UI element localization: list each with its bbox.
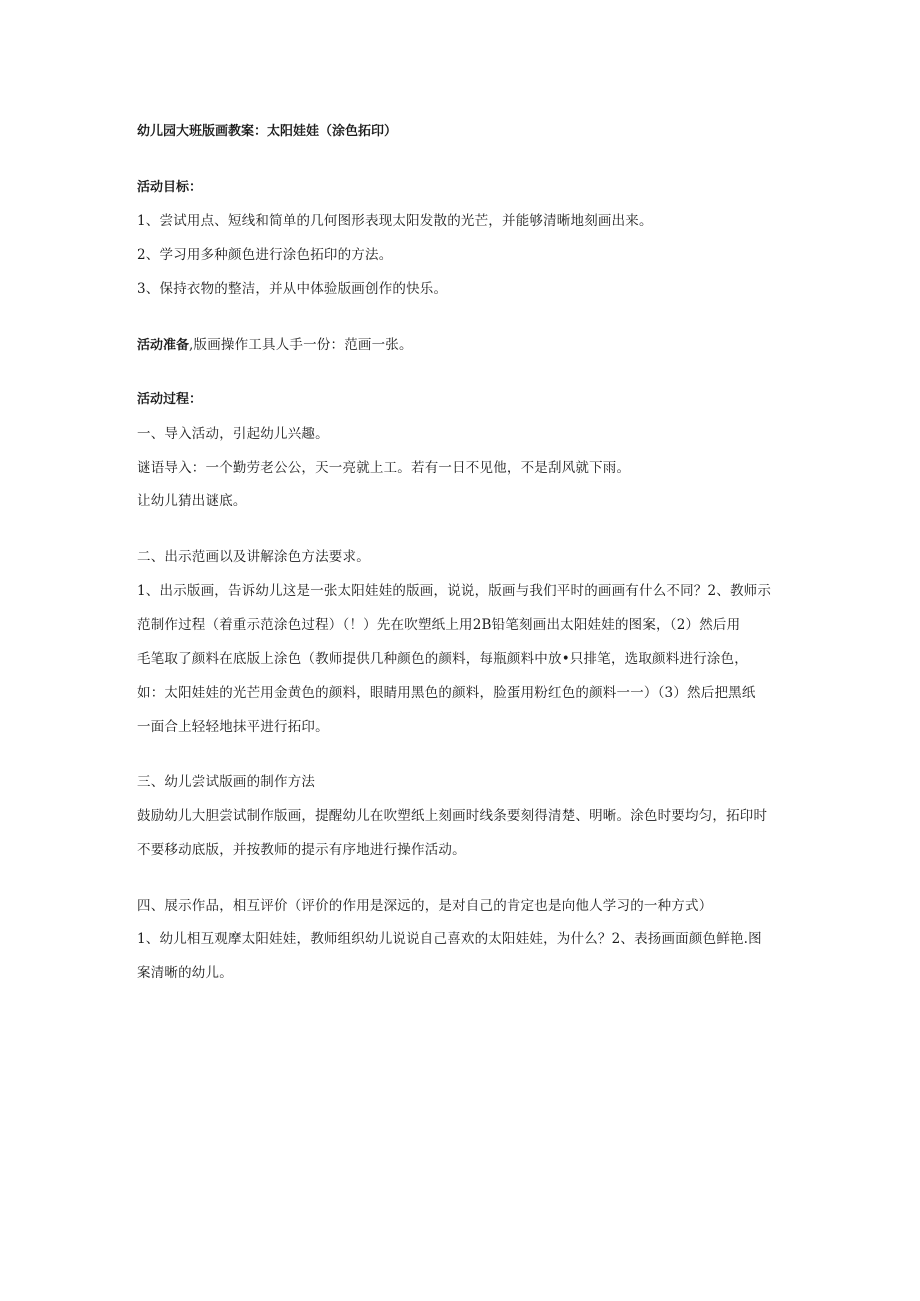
- prep-label: 活动准备: [137, 338, 190, 353]
- section-1-line: 谜语导入：一个勤劳老公公，天一亮就上工。若有一日不见他，不是刮风就下雨。: [137, 460, 631, 476]
- section-2-line: 范制作过程（着重示范涂色过程）（！）先在吹塑纸上用2B铅笔刻画出太阳娃娃的图案，（2）然后用: [137, 617, 741, 633]
- section-2-line: 1、出示版画，告诉幼儿这是一张太阳娃娃的版画，说说，版画与我们平时的画画有什么不同？2、教师示: [137, 583, 772, 599]
- section-1-line: 让幼儿猜出谜底。: [137, 493, 247, 509]
- section-title-4: 四、展示作品，相互评价（评价的作用是深远的，是对自己的肯定也是向他人学习的一种方式）: [137, 898, 713, 914]
- section-4-line: 案清晰的幼儿。: [137, 965, 233, 981]
- section-2-line: 毛笔取了颜料在底版上涂色（教师提供几种颜色的颜料，每瓶颜料中放•只排笔，选取颜料进行涂色，: [137, 651, 748, 667]
- section-title-3: 三、幼儿尝试版画的制作方法: [137, 774, 316, 790]
- section-4-line: 1、幼儿相互观摩太阳娃娃，教师组织幼儿说说自己喜欢的太阳娃娃，为什么？2、表扬画面颜色鲜艳.图: [137, 931, 762, 947]
- prep-text: ,版画操作工具人手一份：范画一张。: [189, 337, 413, 353]
- section-3-line: 鼓励幼儿大胆尝试制作版画，提醒幼儿在吹塑纸上刻画时线条要刻得清楚、明晰。涂色时要均匀，拓印时: [137, 808, 768, 824]
- goal-item: 1、尝试用点、短线和简单的几何图形表现太阳发散的光芒，并能够清晰地刻画出来。: [137, 213, 653, 229]
- section-2-line: 如：太阳娃娃的光芒用金黄色的颜料，眼睛用黑色的颜料，脸蛋用粉红色的颜料一一）（3）然后把黑纸: [137, 685, 756, 701]
- section-2-line: 一面合上轻轻地抹平进行拓印。: [137, 719, 329, 735]
- goals-heading: 活动目标：: [137, 180, 203, 195]
- process-heading: 活动过程：: [137, 392, 203, 407]
- prep-paragraph: [137, 336, 413, 355]
- section-title-1: 一、导入活动，引起幼儿兴趣。: [137, 426, 329, 442]
- goal-item: 3、保持衣物的整洁，并从中体验版画创作的快乐。: [137, 281, 448, 297]
- document-title: 幼儿园大班版画教案：太阳娃娃（涂色拓印）: [137, 124, 398, 139]
- section-title-2: 二、出示范画以及讲解涂色方法要求。: [137, 549, 370, 565]
- section-3-line: 不要移动底版，并按教师的提示有序地进行操作活动。: [137, 842, 466, 858]
- goal-item: 2、学习用多种颜色进行涂色拓印的方法。: [137, 247, 393, 263]
